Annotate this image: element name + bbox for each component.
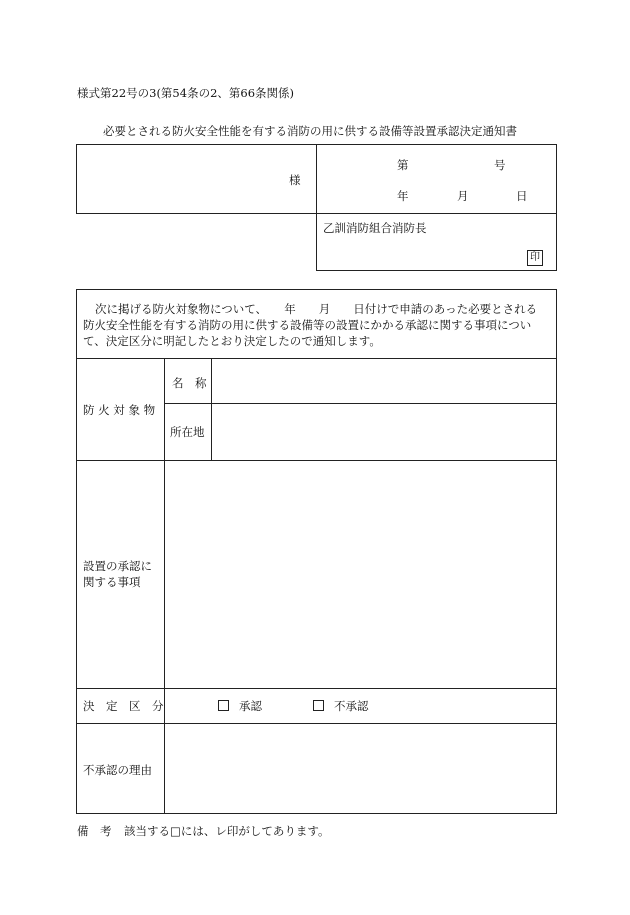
approve-checkbox-icon[interactable] bbox=[218, 700, 229, 711]
address-label: 所在地 bbox=[170, 425, 205, 439]
rule-decision-bottom bbox=[76, 723, 557, 724]
object-label: 防 火 対 象 物 bbox=[83, 403, 156, 417]
rule-notice-bottom bbox=[76, 358, 557, 359]
header-divider bbox=[316, 144, 317, 271]
sublabel-column-divider bbox=[211, 358, 212, 460]
disapprove-checkbox-icon[interactable] bbox=[313, 700, 324, 711]
name-label: 名 称 bbox=[172, 376, 207, 390]
notice-line-2: 防火安全性能を有する消防の用に供する設備等の設置にかかる承認に関する事項につい bbox=[83, 318, 532, 332]
date-month: 月 bbox=[457, 189, 469, 203]
rule-matters-bottom bbox=[76, 688, 557, 689]
number-prefix: 第 bbox=[397, 158, 409, 172]
remarks-label: 備 考 bbox=[77, 824, 112, 838]
form-number: 様式第22号の3(第54条の2、第66条関係) bbox=[77, 86, 295, 100]
rule-object-bottom bbox=[76, 460, 557, 461]
option-approve-label: 承認 bbox=[239, 699, 262, 713]
issuer-right-line bbox=[556, 213, 557, 271]
decision-label: 決 定 区 分 bbox=[83, 699, 164, 713]
option-approve[interactable] bbox=[218, 699, 262, 713]
document-title: 必要とされる防火安全性能を有する消防の用に供する設備等設置承認決定通知書 bbox=[103, 124, 517, 138]
approval-matters-label-line-1: 設置の承認に bbox=[83, 559, 152, 573]
issuer-name: 乙訓消防組合消防長 bbox=[323, 221, 427, 235]
option-disapprove[interactable] bbox=[313, 699, 369, 713]
issuer-bottom-line bbox=[316, 270, 557, 271]
number-suffix: 号 bbox=[494, 158, 506, 172]
main-table bbox=[76, 289, 557, 814]
option-disapprove-label: 不承認 bbox=[334, 699, 369, 713]
date-year: 年 bbox=[397, 189, 409, 203]
notice-line-3: て、決定区分に明記したとおり決定したので通知します。 bbox=[83, 334, 381, 348]
addressee-suffix: 様 bbox=[289, 173, 301, 187]
disapproval-reason-label: 不承認の理由 bbox=[83, 763, 152, 777]
remarks-text: 該当する□には、レ印がしてあります。 bbox=[124, 824, 330, 838]
approval-matters-label-line-2: 関する事項 bbox=[83, 575, 141, 589]
seal-mark: 印 bbox=[527, 250, 543, 266]
rule-name-bottom bbox=[164, 403, 557, 404]
label-column-divider bbox=[164, 358, 165, 814]
notice-line-1: 次に掲げる防火対象物について、 年 月 日付けで申請のあった必要とされる bbox=[95, 302, 538, 316]
date-day: 日 bbox=[516, 189, 528, 203]
